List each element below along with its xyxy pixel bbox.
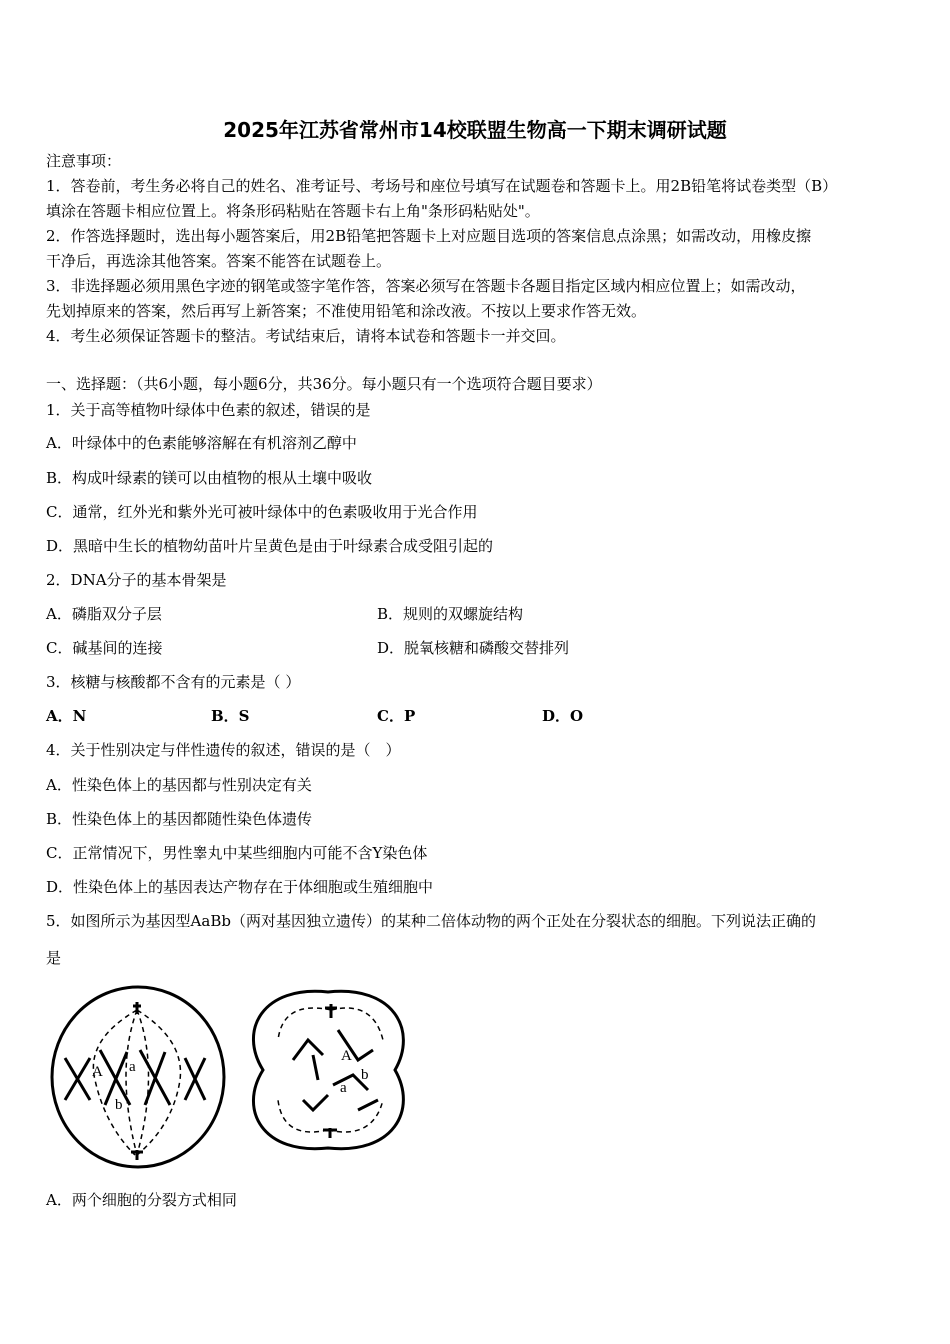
q3-option-d: D．O <box>542 707 584 725</box>
figure-label-a: a <box>129 1059 136 1075</box>
question-4-stem: 4．关于性别决定与伴性遗传的叙述，错误的是（ ） <box>46 741 401 759</box>
q2-option-d: D．脱氧核糖和磷酸交替排列 <box>377 639 570 657</box>
q3-option-a: A．N <box>46 707 87 725</box>
q1-option-b: B．构成叶绿素的镁可以由植物的根从土壤中吸收 <box>46 469 373 487</box>
notice-line: 先划掉原来的答案，然后再写上新答案；不准使用铅笔和涂改液。不按以上要求作答无效。 <box>46 302 647 320</box>
notice-line: 3．非选择题必须用黑色字迹的钢笔或签字笔作答，答案必须写在答题卡各题目指定区域内相应位置上；如需改动， <box>46 277 806 295</box>
notice-heading: 注意事项： <box>46 152 122 170</box>
figure-label-b: b <box>361 1067 369 1083</box>
q3-option-c: C．P <box>377 707 416 725</box>
q3-option-b: B．S <box>211 707 250 725</box>
q4-option-b: B．性染色体上的基因都随性染色体遗传 <box>46 810 313 828</box>
figure-label-a: a <box>340 1080 347 1096</box>
q1-option-a: A．叶绿体中的色素能够溶解在有机溶剂乙醇中 <box>46 434 357 452</box>
q4-option-a: A．性染色体上的基因都与性别决定有关 <box>46 776 312 794</box>
q1-option-c: C．通常，红外光和紫外光可被叶绿体中的色素吸收用于光合作用 <box>46 503 478 521</box>
notice-line: 1．答卷前，考生务必将自己的姓名、准考证号、考场号和座位号填写在试题卷和答题卡上。用2B铅笔将试卷类型（B） <box>46 177 838 195</box>
question-1-stem: 1．关于高等植物叶绿体中色素的叙述，错误的是 <box>46 401 371 419</box>
cell-figure-1 <box>45 980 235 1175</box>
question-2-stem: 2．DNA分子的基本骨架是 <box>46 571 227 589</box>
cell-figure-2 <box>243 980 418 1175</box>
notice-line: 填涂在答题卡相应位置上。将条形码粘贴在答题卡右上角"条形码粘贴处"。 <box>46 202 540 220</box>
q4-option-c: C．正常情况下，男性睾丸中某些细胞内可能不含Y染色体 <box>46 844 428 862</box>
figure-label-A: A <box>92 1064 103 1080</box>
notice-line: 4．考生必须保证答题卡的整洁。考试结束后，请将本试卷和答题卡一并交回。 <box>46 327 566 345</box>
q1-option-d: D．黑暗中生长的植物幼苗叶片呈黄色是由于叶绿素合成受阻引起的 <box>46 537 494 555</box>
q4-option-d: D．性染色体上的基因表达产物存在于体细胞或生殖细胞中 <box>46 878 434 896</box>
q2-option-c: C．碱基间的连接 <box>46 639 163 657</box>
section-heading: 一、选择题：（共6小题，每小题6分，共36分。每小题只有一个选项符合题目要求） <box>46 375 602 393</box>
notice-line: 2．作答选择题时，选出每小题答案后，用2B铅笔把答题卡上对应题目选项的答案信息点涂黑；如需改动，用橡皮擦 <box>46 227 812 245</box>
figure-label-b: b <box>115 1097 123 1113</box>
question-3-stem: 3．核糖与核酸都不含有的元素是（ ） <box>46 673 301 691</box>
question-5-stem-cont: 是 <box>46 949 62 967</box>
figure-label-A: A <box>341 1048 352 1064</box>
q2-option-b: B．规则的双螺旋结构 <box>377 605 524 623</box>
page-title: 2025年江苏省常州市14校联盟生物高一下期末调研试题 <box>223 118 727 142</box>
q5-option-a: A．两个细胞的分裂方式相同 <box>46 1191 237 1209</box>
notice-line: 干净后，再选涂其他答案。答案不能答在试题卷上。 <box>46 252 392 270</box>
question-5-stem: 5．如图所示为基因型AaBb（两对基因独立遗传）的某种二倍体动物的两个正处在分裂状态的细胞。下列说法正确的 <box>46 912 816 930</box>
q2-option-a: A．磷脂双分子层 <box>46 605 162 623</box>
